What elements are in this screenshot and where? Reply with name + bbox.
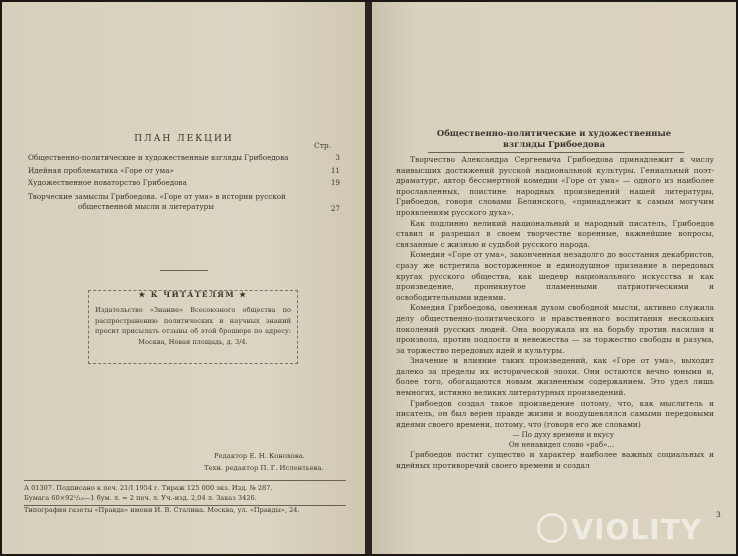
imprint-line: Бумага 60×92¹/₁₆—1 бум. л. = 2 печ. л. Уч.-изд. 2,04 л. Заказ 3426. xyxy=(24,494,257,502)
watermark-text: VIOLITY xyxy=(571,513,702,546)
imprint-block xyxy=(24,480,346,506)
notice-title: ★ К ЧИТАТЕЛЯМ ★ xyxy=(138,290,248,299)
paragraph: Значение и влияние таких произведений, как «Горе от ума», выходит далеко за пределы их исторической эпохи. Они остаются вечно юными и, более того, обогащаются новым жизненным содержанием. Это удел лишь немногих, истинно великих литературных произведений. xyxy=(396,356,714,398)
toc-item xyxy=(28,177,340,190)
toc-item-page: 3 xyxy=(335,153,340,162)
quote-line: Он ненавидел слово «раб»... xyxy=(508,441,614,450)
toc-item-page: 27 xyxy=(330,203,340,213)
imprint-line: А 01307. Подписано к печ. 21/I 1954 г. Тираж 125 000 экз. Изд. № 287. xyxy=(24,484,273,492)
toc-item-text-continued: общественной мысли и литературы xyxy=(78,201,214,211)
toc-item-text: Общественно-политические и художественные взгляды Грибоедова xyxy=(28,153,289,162)
divider xyxy=(160,270,208,271)
paragraph: Комедия Грибоедова, овеянная духом свободной мысли, активно служила делу общественно-политического и нравственного воспитания нескольких поколений русских людей. Она вооружала их на борьбу против насилия и произвола, против подлости и невежества — за торжество свободы и разума, за торжество передовых идей и культуры. xyxy=(396,303,714,355)
body-text xyxy=(396,155,714,472)
right-page xyxy=(372,2,736,554)
paragraph: Как подлинно великий национальный и народный писатель, Грибоедов ставил и разрешал в своем творчестве коренные, важнейшие вопросы, связанные с жизнью и судьбой русского народа. xyxy=(396,218,714,249)
paragraph: Грибоедов постиг существо и характер наиболее важных социальных и идейных противоречий своего времени и создал xyxy=(396,450,714,471)
watermark xyxy=(537,513,702,546)
paragraph: Комедия «Горе от ума», законченная незадолго до восстания декабристов, сразу же встретила восторженное и единодушное признание в передовых кругах русского общества, как шедевр национального искусства и как произведение, проникнутое пламенными патриотическими и освободительными идеями. xyxy=(396,250,714,302)
toc-item xyxy=(28,152,340,165)
page-column-label: Стр. xyxy=(314,141,332,150)
paragraph: Грибоедов создал такое произведение потому, что, как мыслитель и писатель, он был верен правде жизни и воодушевлялся самыми передовыми идеями своего времени, потому, что (говоря его же словами) xyxy=(396,398,714,429)
printer-line: Типография газеты «Правда» имени И. В. Сталина. Москва, ул. «Правды», 24. xyxy=(24,506,300,514)
notice-text: Издательство «Знание» Всесоюзного общества по распространению политических и научных знаний просит присылать отзывы об этой брошюре по адресу: Москва, Новая площадь, д. 3/4. xyxy=(95,306,291,346)
credits xyxy=(204,450,324,474)
toc-item-text: Творческие замыслы Грибоедова. «Горе от ума» в истории русской xyxy=(28,191,286,201)
readers-notice-box xyxy=(88,290,298,364)
book-spread xyxy=(2,2,736,554)
toc-item-text: Художественное новаторство Грибоедова xyxy=(28,178,187,187)
quote-line: — По духу времени и вкусу xyxy=(512,431,614,440)
toc-item-page: 19 xyxy=(330,178,340,187)
toc-item-text: Идейная проблематика «Горе от ума» xyxy=(28,165,174,175)
left-page xyxy=(2,2,366,554)
paragraph: Творчество Александра Сергеевича Грибоедова принадлежит к числу наивысших достижений русской национальной культуры. Гениальный поэт-драматург, автор бессмертной комедии «Горе от ума» — одного из наиболее прославленных, поистине народных произведений нашей литературы, Грибоедов, говоря словами Белинского, «принадлежит к самым могучим проявлениям русского духа». xyxy=(396,155,714,217)
section-title-line: Общественно-политические и художественные xyxy=(436,128,672,138)
section-rule xyxy=(428,152,684,153)
toc-item-page: 11 xyxy=(330,165,340,175)
section-title xyxy=(372,128,736,150)
toc-item xyxy=(28,192,340,212)
section-title-line: взгляды Грибоедова xyxy=(502,139,606,149)
editor-credit: Редактор Е. Н. Коноховa. xyxy=(214,452,305,460)
toc-item xyxy=(28,165,340,178)
page-number: 3 xyxy=(716,510,721,519)
table-of-contents xyxy=(28,152,340,212)
tech-editor-credit: Техн. редактор П. Г. Ислентьева. xyxy=(204,464,324,472)
watermark-logo-icon xyxy=(537,513,567,543)
lecture-plan-title: ПЛАН ЛЕКЦИИ xyxy=(134,134,234,144)
